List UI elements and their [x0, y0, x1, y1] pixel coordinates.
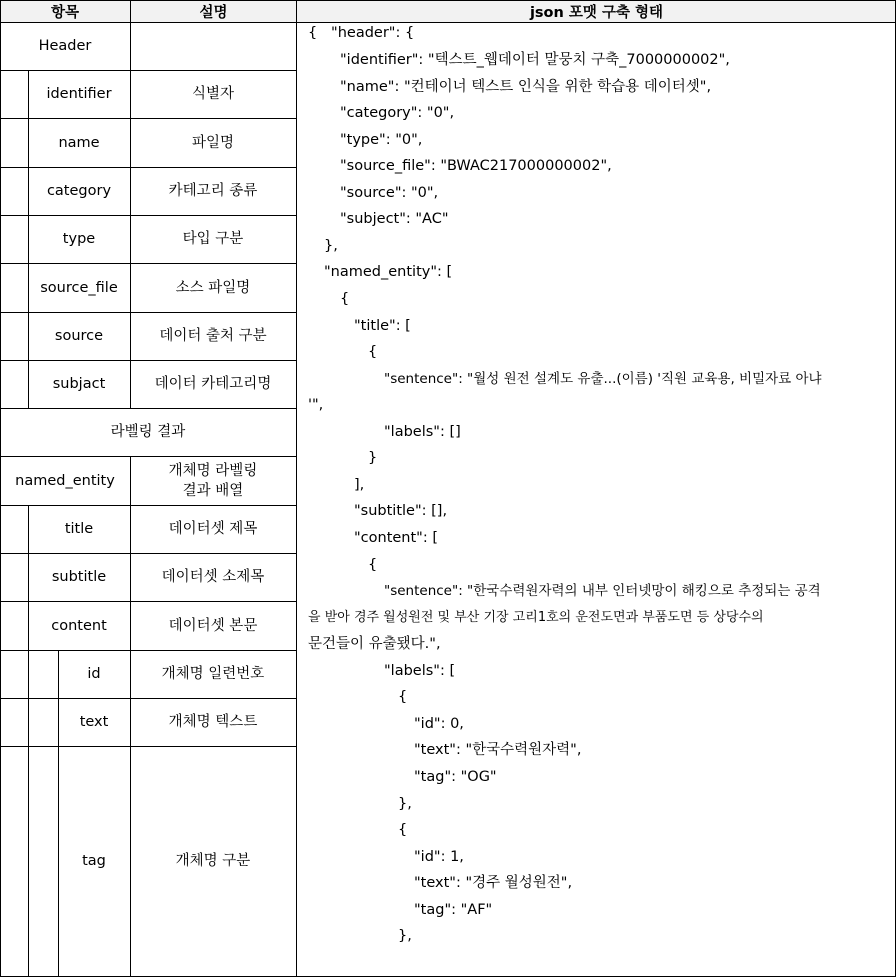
json-line: '", — [308, 397, 324, 413]
desc-identifier: 식별자 — [191, 86, 235, 102]
desc-tag: 개체명 구분 — [175, 853, 251, 869]
json-line: "category": "0", — [340, 105, 455, 121]
json-line: { — [398, 822, 408, 838]
desc-source: 데이터 출처 구분 — [159, 328, 267, 344]
column-header-json-form: json 포맷 구축 형태 — [297, 0, 896, 22]
json-line: { — [398, 689, 408, 705]
desc-id: 개체명 일련번호 — [161, 666, 265, 682]
json-line: "named_entity": [ — [324, 264, 453, 280]
json-line: 을 받아 경주 월성원전 및 부산 기장 고리1호의 운전도면과 부품도면 등 상당수의 — [308, 610, 764, 625]
item-labeling-result: 라벨링 결과 — [110, 424, 186, 440]
json-line: "identifier": "텍스트_웹데이터 말뭉치 구축_7000000002", — [340, 52, 730, 68]
item-source-file: source_file — [40, 279, 118, 296]
json-line: "sentence": "월성 원전 설계도 유출...(이름) '직원 교육용, 비밀자료 아냐 — [384, 371, 822, 387]
json-line: ], — [354, 477, 365, 493]
json-line: "source": "0", — [340, 185, 439, 201]
json-line: "name": "컨테이너 텍스트 인식을 위한 학습용 데이터셋", — [340, 79, 712, 95]
item-content: content — [51, 617, 107, 634]
item-type: type — [62, 231, 96, 247]
json-line: "id": 0, — [414, 716, 464, 732]
json-line: "text": "경주 월성원전", — [414, 875, 573, 891]
desc-named-entity: 개체명 라벨링 결과 배열 — [168, 462, 258, 499]
json-line: "subtitle": [], — [354, 503, 448, 519]
desc-type: 타입 구분 — [182, 231, 244, 247]
json-line: { "header": { — [308, 25, 415, 41]
json-line: "labels": [ — [384, 663, 456, 679]
desc-content: 데이터셋 본문 — [168, 617, 258, 634]
item-id: id — [87, 666, 101, 682]
json-line: { — [340, 291, 350, 307]
item-category: category — [46, 183, 112, 199]
item-text: text — [79, 714, 109, 730]
json-line: } — [368, 450, 378, 466]
border-top — [0, 0, 896, 1]
item-source: source — [54, 328, 104, 344]
item-header: Header — [38, 38, 92, 54]
item-name: name — [58, 134, 100, 151]
json-line: "labels": [] — [384, 424, 461, 440]
json-line: "sentence": "한국수력원자력의 내부 인터넷망이 해킹으로 추정되는 공격 — [384, 583, 821, 599]
json-line: "subject": "AC" — [340, 211, 449, 227]
json-line: "text": "한국수력원자력", — [414, 742, 582, 758]
column-header-item: 항목 — [0, 0, 130, 22]
column-header-description: 설명 — [130, 0, 297, 22]
json-line: "content": [ — [354, 530, 439, 546]
item-tag: tag — [82, 853, 106, 869]
json-line: "title": [ — [354, 318, 411, 334]
item-named-entity: named_entity — [15, 472, 115, 489]
item-title: title — [64, 521, 94, 537]
item-identifier: identifier — [46, 86, 112, 102]
desc-subjact: 데이터 카테고리명 — [154, 376, 272, 392]
item-subjact: subjact — [52, 376, 106, 392]
desc-title: 데이터셋 제목 — [168, 521, 258, 537]
json-line: "source_file": "BWAC217000000002", — [340, 158, 612, 174]
desc-subtitle: 데이터셋 소제목 — [161, 569, 265, 585]
json-line: "tag": "AF" — [414, 902, 493, 918]
desc-source-file: 소스 파일명 — [175, 279, 251, 296]
json-line: }, — [398, 928, 412, 944]
json-line: 문건들이 유출됐다.", — [308, 636, 441, 652]
json-line: }, — [324, 238, 338, 254]
json-line: { — [368, 344, 378, 360]
json-line: }, — [398, 796, 412, 812]
json-line: "id": 1, — [414, 849, 464, 865]
json-format-block — [297, 22, 896, 977]
desc-text: 개체명 텍스트 — [168, 714, 258, 730]
json-line: "type": "0", — [340, 132, 423, 148]
json-line: "tag": "OG" — [414, 769, 497, 785]
json-line: { — [368, 557, 378, 573]
desc-category: 카테고리 종류 — [168, 183, 258, 199]
desc-name: 파일명 — [191, 134, 235, 151]
item-subtitle: subtitle — [51, 569, 107, 585]
